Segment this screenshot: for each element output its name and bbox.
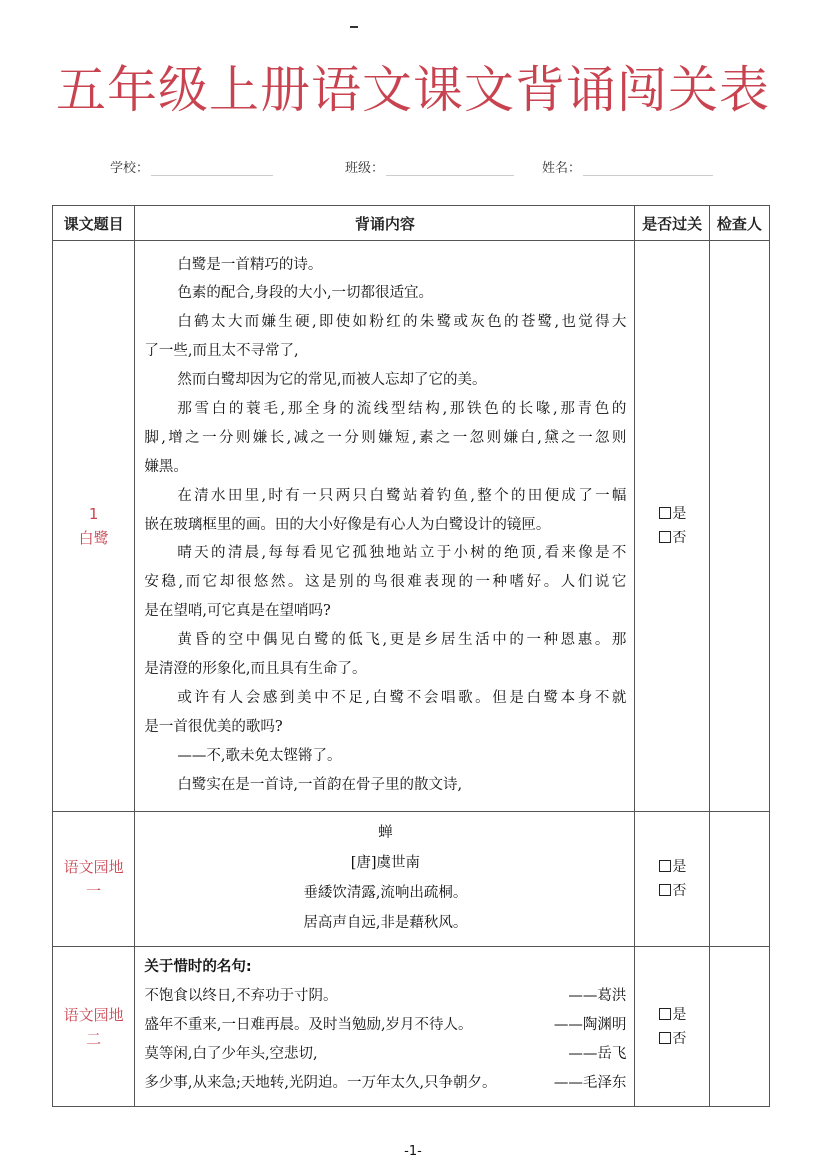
pass-check [635, 812, 709, 947]
checkbox-yes[interactable] [659, 855, 708, 879]
quote-author: ——陶渊明 [553, 1017, 627, 1034]
header-checker: 检查人 [709, 206, 769, 241]
checkbox-icon[interactable] [659, 1008, 671, 1020]
text-line: 白鹭实在是一首诗,一首韵在骨子里的散文诗, [177, 776, 463, 793]
checkbox-yes-label: 是 [672, 506, 687, 522]
checkbox-no[interactable] [659, 879, 708, 903]
text-line: 是在望哨,可它真是在望哨吗? [144, 603, 331, 620]
quote-author: ——毛泽东 [553, 1074, 627, 1091]
class-label: 班级： [345, 161, 385, 176]
school-line[interactable] [151, 159, 273, 176]
quote-text: 莫等闲,白了少年头,空悲切, [144, 1045, 318, 1062]
header-lesson: 课文题目 [53, 206, 135, 241]
text-line: 在清水田里,时有一只两只白鹭站着钓鱼,整个的田便成了一幅 [177, 487, 627, 504]
checkbox-icon[interactable] [659, 507, 671, 519]
text-line: 是一首很优美的歌吗? [144, 718, 283, 735]
checkbox-no[interactable] [659, 1027, 708, 1051]
checkbox-no[interactable] [659, 526, 708, 550]
text-line: 白鹭是一首精巧的诗。 [177, 256, 323, 273]
checkbox-yes-label: 是 [672, 859, 687, 875]
quote-line [144, 1040, 626, 1069]
page-number: -1- [404, 1144, 422, 1159]
checkbox-yes[interactable] [659, 1003, 708, 1027]
recitation-table [52, 205, 770, 1107]
name-field[interactable] [542, 157, 713, 176]
checker-cell[interactable] [709, 947, 769, 1107]
text-line: 晴天的清晨,每每看见它孤独地站立于小树的绝顶,看来像是不 [177, 545, 627, 562]
lesson-title [53, 812, 135, 947]
page-title: 五年级上册语文课文背诵闯关表 [56, 61, 770, 119]
text-line: 了一些,而且太不寻常了, [144, 343, 299, 360]
text-line: 然而白鹭却因为它的常见,而被人忘却了它的美。 [177, 372, 487, 389]
quote-text: 多少事,从来急;天地转,光阴迫。一万年太久,只争朝夕。 [144, 1074, 497, 1091]
quote-author: ——岳飞 [568, 1045, 627, 1062]
poem-title: 蝉 [378, 825, 393, 841]
name-line[interactable] [583, 159, 713, 176]
text-line: ——不,歌未免太铿锵了。 [177, 747, 342, 764]
table-header [53, 206, 770, 241]
quote-author: ——葛洪 [568, 988, 627, 1005]
lesson-title-line: 一 [86, 882, 102, 900]
lesson-title-line: 语文园地 [63, 1005, 124, 1024]
text-line: 嫌黑。 [144, 458, 188, 475]
poem-line: 居高声自远,非是藉秋风。 [303, 915, 468, 931]
class-line[interactable] [386, 159, 514, 176]
text-line: 白鹤太大而嫌生硬,即使如粉红的朱鹭或灰色的苍鹭,也觉得大 [177, 314, 627, 331]
checkbox-icon[interactable] [659, 1032, 671, 1044]
text-line: 或许有人会感到美中不足,白鹭不会唱歌。但是白鹭本身不就 [177, 689, 627, 706]
quote-line [144, 982, 626, 1011]
checkbox-yes-label: 是 [672, 1006, 687, 1023]
pass-check [635, 947, 709, 1107]
text-line: 那雪白的蓑毛,那全身的流线型结构,那铁色的长喙,那青色的 [177, 400, 627, 417]
table-row [53, 947, 770, 1107]
text-line: 色素的配合,身段的大小,一切都很适宜。 [177, 285, 434, 302]
lesson-title-line: 语文园地 [63, 858, 124, 876]
poem-line: 垂緌饮清露,流响出疏桐。 [303, 885, 468, 901]
lesson-title-line: 1 [88, 505, 99, 523]
poem-author: [唐]虞世南 [350, 855, 421, 871]
text-line: 安稳,而它却很悠然。这是别的鸟很难表现的一种嗜好。人们说它 [144, 574, 627, 591]
table-row [53, 812, 770, 947]
checkbox-no-label: 否 [672, 530, 687, 546]
quote-line [144, 1069, 626, 1098]
recitation-content [135, 812, 635, 947]
checkbox-icon[interactable] [659, 531, 671, 543]
checkbox-icon[interactable] [659, 884, 671, 896]
text-line: 脚,增之一分则嫌长,减之一分则嫌短,素之一忽则嫌白,黛之一忽则 [144, 429, 627, 446]
lesson-title [53, 947, 135, 1107]
checker-cell[interactable] [709, 241, 769, 812]
text-line: 是清澄的形象化,而且具有生命了。 [144, 661, 367, 677]
lesson-title-line: 白鹭 [78, 529, 109, 547]
header-passed: 是否过关 [635, 206, 709, 241]
name-label: 姓名： [542, 161, 582, 176]
class-field[interactable] [345, 157, 514, 176]
checker-cell[interactable] [709, 812, 769, 947]
quote-line [144, 1011, 626, 1040]
checkbox-no-label: 否 [672, 883, 687, 899]
table-row [53, 241, 770, 812]
pass-check [635, 241, 709, 812]
lesson-title-line: 二 [86, 1029, 102, 1048]
quote-text: 盛年不重来,一日难再晨。及时当勉励,岁月不待人。 [144, 1017, 473, 1034]
recitation-content [135, 947, 635, 1107]
school-label: 学校： [110, 161, 150, 176]
checkbox-icon[interactable] [659, 860, 671, 872]
school-field[interactable] [110, 157, 273, 176]
checkbox-no-label: 否 [672, 1030, 687, 1047]
quote-text: 不饱食以终日,不弃功于寸阴。 [144, 988, 338, 1005]
text-line: 嵌在玻璃框里的画。田的大小好像是有心人为白鹭设计的镜匣。 [144, 516, 551, 533]
header-content: 背诵内容 [135, 206, 635, 241]
top-mark [350, 26, 358, 28]
recitation-content [135, 241, 635, 812]
lesson-title [53, 241, 135, 812]
quotes-heading: 关于惜时的名句: [144, 959, 252, 976]
text-line: 黄昏的空中偶见白鹭的低飞,更是乡居生活中的一种恩惠。那 [177, 632, 627, 649]
checkbox-yes[interactable] [659, 502, 708, 526]
